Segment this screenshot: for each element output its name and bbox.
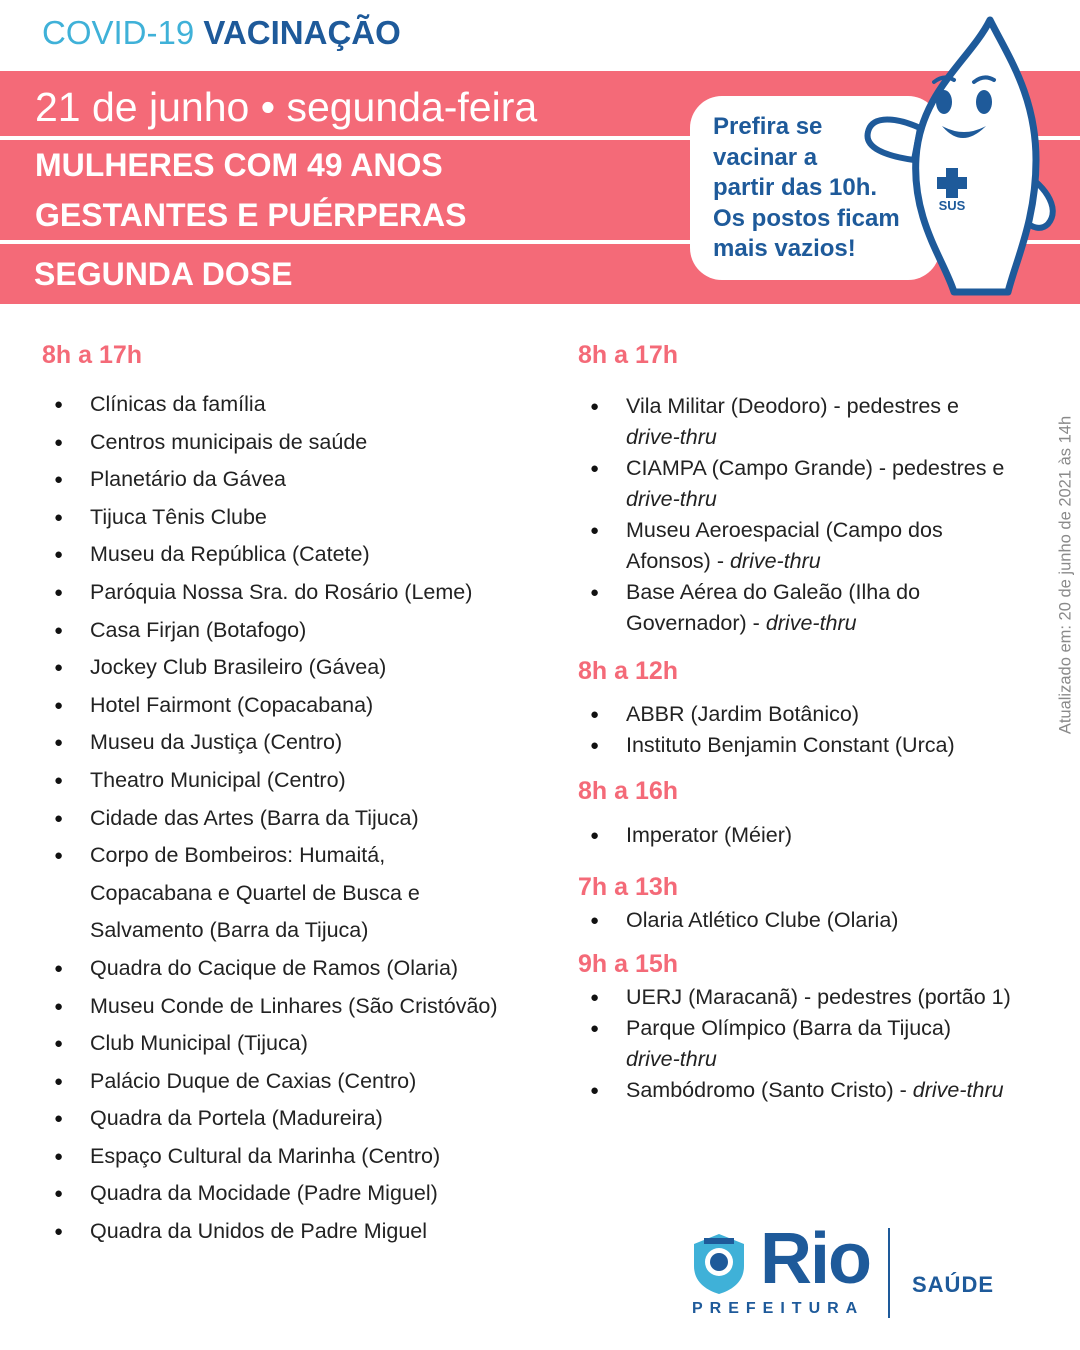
target-group-line-2: GESTANTES E PUÉRPERAS xyxy=(35,197,467,233)
item-text: Sambódromo (Santo Cristo) - xyxy=(626,1078,913,1102)
item-tag: drive-thru xyxy=(626,487,717,511)
list-item: ● Clínicas da família xyxy=(42,386,542,424)
right-heading-1: 8h a 17h xyxy=(578,341,679,369)
item-tag: drive-thru xyxy=(626,1047,717,1071)
list-item: ● UERJ (Maracanã) - pedestres (portão 1) xyxy=(578,982,1048,1013)
dose-label: SEGUNDA DOSE xyxy=(34,256,293,292)
list-item xyxy=(578,1075,1048,1106)
target-group-line-1: MULHERES COM 49 ANOS xyxy=(35,147,443,183)
list-item: ● Hotel Fairmont (Copacabana) xyxy=(42,687,542,725)
logo-rio-text: Rio xyxy=(760,1219,870,1299)
logo-prefeitura-text: PREFEITURA xyxy=(692,1300,865,1317)
title-covid: COVID-19 xyxy=(42,14,195,51)
mascot-drop-icon xyxy=(858,10,1070,300)
left-location-list xyxy=(42,386,542,1251)
list-item: ● Olaria Atlético Clube (Olaria) xyxy=(578,905,1048,936)
updated-timestamp: Atualizado em: 20 de junho de 2021 às 14h xyxy=(1056,415,1075,735)
list-item: ● Instituto Benjamin Constant (Urca) xyxy=(578,730,1048,761)
right-list-3 xyxy=(578,820,1048,851)
prefeitura-logo xyxy=(686,1219,996,1320)
item-tag: drive-thru xyxy=(912,1078,1004,1102)
list-item: ● Corpo de Bombeiros: Humaitá, Copacabana e Quartel de Busca e Salvamento (Barra da Tijuca) xyxy=(42,837,460,950)
list-item: ● Espaço Cultural da Marinha (Centro) xyxy=(42,1138,542,1176)
logo-saude-text: SAÚDE xyxy=(912,1272,995,1297)
list-item: ● Cidade das Artes (Barra da Tijuca) xyxy=(42,800,542,838)
tip-line: vacinar a xyxy=(713,143,818,171)
sus-badge-text: SUS xyxy=(938,198,966,213)
tip-line: Prefira se xyxy=(713,113,823,140)
left-heading: 8h a 17h xyxy=(42,341,143,369)
item-tag: drive-thru xyxy=(729,549,821,573)
list-item: ● Casa Firjan (Botafogo) xyxy=(42,612,542,650)
list-item xyxy=(578,1013,1048,1075)
list-item: ● Planetário da Gávea xyxy=(42,461,542,499)
list-item: ● Museu da Justiça (Centro) xyxy=(42,724,542,762)
list-item: ● Theatro Municipal (Centro) xyxy=(42,762,542,800)
right-heading-3: 8h a 16h xyxy=(578,777,679,805)
tip-line: partir das 10h. xyxy=(713,174,878,201)
list-item: ● Museu Conde de Linhares (São Cristóvão) xyxy=(42,988,542,1026)
right-list-1 xyxy=(578,391,1048,639)
date-text: 21 de junho • segunda-feira xyxy=(35,84,538,130)
list-item xyxy=(578,391,1048,453)
right-list-5 xyxy=(578,982,1048,1106)
tip-line: Os postos ficam xyxy=(713,204,900,232)
title-vacinacao: VACINAÇÃO xyxy=(203,14,401,51)
right-heading-4: 7h a 13h xyxy=(578,873,679,901)
item-text: Museu Aeroespacial (Campo dos Afonsos) - xyxy=(626,518,943,573)
list-item xyxy=(578,515,986,577)
list-item: ● Palácio Duque de Caxias (Centro) xyxy=(42,1063,542,1101)
item-tag: drive-thru xyxy=(626,425,717,449)
right-list-4 xyxy=(578,905,1048,936)
list-item: ● Museu da República (Catete) xyxy=(42,536,542,574)
item-text: Base Aérea do Galeão (Ilha do Governador) - xyxy=(626,580,921,635)
list-item: ● Jockey Club Brasileiro (Gávea) xyxy=(42,649,542,687)
city-crest-icon xyxy=(686,1230,752,1296)
list-item xyxy=(578,577,966,639)
logo-divider xyxy=(888,1228,890,1318)
list-item: ● Quadra do Cacique de Ramos (Olaria) xyxy=(42,950,542,988)
right-heading-2: 8h a 12h xyxy=(578,657,679,685)
item-text: Parque Olímpico (Barra da Tijuca) xyxy=(626,1016,952,1040)
list-item: ● Centros municipais de saúde xyxy=(42,424,542,462)
list-item: ● Paróquia Nossa Sra. do Rosário (Leme) xyxy=(42,574,542,612)
list-item: ● Quadra da Unidos de Padre Miguel xyxy=(42,1213,542,1251)
list-item xyxy=(578,453,1048,515)
right-heading-5: 9h a 15h xyxy=(578,950,679,978)
page-title xyxy=(42,14,401,52)
list-item: ● Tijuca Tênis Clube xyxy=(42,499,542,537)
list-item: ● Imperator (Méier) xyxy=(578,820,1048,851)
item-text: CIAMPA (Campo Grande) - pedestres e xyxy=(626,456,1005,480)
list-item: ● Club Municipal (Tijuca) xyxy=(42,1025,542,1063)
tip-line: mais vazios! xyxy=(713,235,856,262)
item-text: Vila Militar (Deodoro) - pedestres e xyxy=(626,394,959,418)
right-list-2 xyxy=(578,699,1048,761)
list-item: ● Quadra da Mocidade (Padre Miguel) xyxy=(42,1175,542,1213)
item-tag: drive-thru xyxy=(765,611,857,635)
list-item: ● ABBR (Jardim Botânico) xyxy=(578,699,1048,730)
list-item: ● Quadra da Portela (Madureira) xyxy=(42,1100,542,1138)
